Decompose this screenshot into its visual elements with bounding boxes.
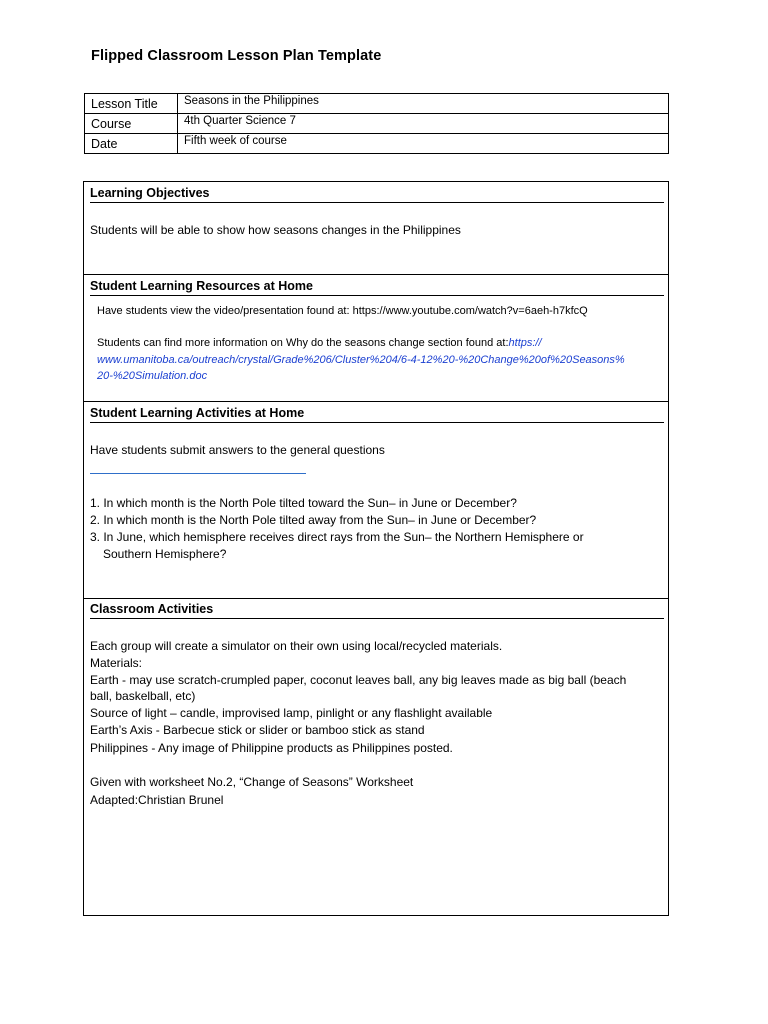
lesson-plan-box	[83, 181, 669, 916]
question-2: 2. In which month is the North Pole tilted away from the Sun– in June or December?	[90, 513, 537, 527]
table-row	[85, 134, 669, 154]
resources-more-info-prefix: Students can find more information on Why do the seasons change section found at:	[97, 337, 509, 349]
date-label: Date	[85, 134, 178, 154]
section-divider	[84, 274, 668, 275]
classroom-header: Classroom Activities	[90, 602, 664, 619]
question-3: 3. In June, which hemisphere receives direct rays from the Sun– the Northern Hemisphere or	[90, 530, 584, 544]
resources-video-text: Have students view the video/presentation found at: https://www.youtube.com/watch?v=6aeh-h7kfcQ	[97, 305, 588, 317]
lesson-title-value: Seasons in the Philippines	[178, 94, 669, 114]
classroom-line: Materials:	[90, 656, 143, 670]
section-divider	[84, 401, 668, 402]
section-divider	[84, 598, 668, 599]
activities-home-header: Student Learning Activities at Home	[90, 406, 664, 423]
classroom-line: Each group will create a simulator on their own using local/recycled materials.	[90, 639, 503, 653]
question-1: 1. In which month is the North Pole tilted toward the Sun– in June or December?	[90, 496, 517, 510]
answer-line	[90, 473, 306, 474]
question-3-continued: Southern Hemisphere?	[103, 547, 227, 561]
date-value: Fifth week of course	[178, 134, 669, 154]
table-row	[85, 94, 669, 114]
resources-link-start[interactable]: https://	[508, 337, 542, 349]
table-row	[85, 114, 669, 134]
page-title: Flipped Classroom Lesson Plan Template	[91, 48, 382, 64]
resources-more-info	[97, 335, 662, 385]
resources-header: Student Learning Resources at Home	[90, 279, 664, 296]
lesson-title-label: Lesson Title	[85, 94, 178, 114]
lesson-info-table	[84, 93, 669, 154]
classroom-line: Earth’s Axis - Barbecue stick or slider or bamboo stick as stand	[90, 723, 425, 737]
course-label: Course	[85, 114, 178, 134]
classroom-line: ball, baskelball, etc)	[90, 689, 196, 703]
activities-home-intro: Have students submit answers to the general questions	[90, 443, 385, 457]
objectives-text: Students will be able to show how seasons changes in the Philippines	[90, 223, 461, 237]
classroom-line: Source of light – candle, improvised lamp, pinlight or any flashlight available	[90, 706, 493, 720]
classroom-line: Earth - may use scratch-crumpled paper, coconut leaves ball, any big leaves made as big ball (beach	[90, 673, 627, 687]
course-value: 4th Quarter Science 7	[178, 114, 669, 134]
classroom-line: Given with worksheet No.2, “Change of Seasons” Worksheet	[90, 775, 414, 789]
objectives-header: Learning Objectives	[90, 186, 664, 203]
resources-link-middle[interactable]: www.umanitoba.ca/outreach/crystal/Grade%206/Cluster%204/6-4-12%20-%20Change%20of%20Seasons%	[97, 353, 625, 366]
classroom-line: Philippines - Any image of Philippine products as Philippines posted.	[90, 741, 453, 755]
classroom-line: Adapted:Christian Brunel	[90, 793, 224, 807]
resources-link-end[interactable]: 20-%20Simulation.doc	[97, 370, 208, 382]
